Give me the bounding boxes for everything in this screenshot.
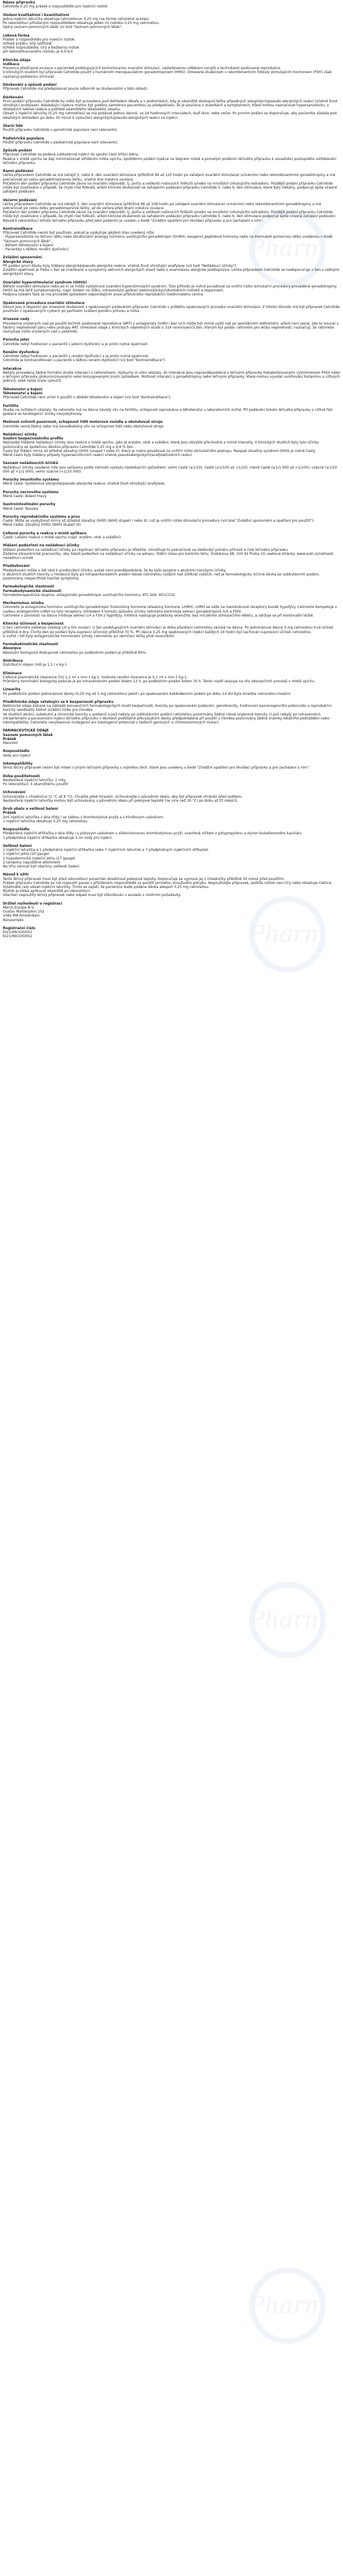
section-paragraph: Časté: Lokální reakce v místě vpichu (např. erytém, otok a svědění) xyxy=(3,535,121,539)
section-heading: Rozpouštědlo xyxy=(3,827,30,832)
section-heading: Seznam nežádoucích účinků xyxy=(3,461,58,466)
section-heading: Těhotenství a kojení xyxy=(3,391,43,395)
doc-section xyxy=(3,437,340,457)
section-paragraph: Prevence předčasné ovulace u pacientek podstupujících kontrolovanou ovariální stimulaci, následovanou odběrem oocytů a technikami asistované reprodukce. V klinických studiích byl přípravek Cetrotide použit s humánním menopauzálním gonadotropinem (HMG). Omezené zkušenosti s rekombinantním folikuly stimulujícím hormonem (FSH) však naznačují podobnou účinnost. xyxy=(3,66,332,79)
section-paragraph: Celková plazmatická clearance činí 1,2 ml x min-1 kg-1, hodnota renální clearance je 0,1 ml x min-1 kg-1. Průměrný terminální biologický poločas je po intravenózním podání kolem 12 h, po podkožním podání kolem 30 h. Tento rozdíl ukazuje na vliv absorpčních procesů v místě vpichu. xyxy=(3,675,316,683)
doc-section xyxy=(3,490,340,498)
doc-section xyxy=(3,737,340,745)
section-paragraph: Mannitol xyxy=(3,741,18,745)
section-paragraph: Voda pro injekci xyxy=(3,753,31,758)
section-paragraph: Hlášení podezření na nežádoucí účinky po registraci léčivého přípravku je důležité. Umožňuje to pokračovat ve sledování poměru přínosů a rizik léčivého přípravku. Žádáme zdravotnické pracovníky, aby hlásili podezření na nežádoucí účinky na adresu: Státní ústav pro kontrolu léčiv, Šrobárova 48, 100 41 Praha 10, webové stránky: www.sukl.cz/nahlasit-nezadouci-ucinek xyxy=(3,547,334,560)
section-paragraph: Neklinické údaje získané na základě konvenčních farmakologických studií bezpečnosti, toxicity po opakovaném podávání, genotoxicity, hodnocení kancerogenního potenciálu a reprodukční toxicity neodhalily žádné zvláštní riziko pro člověka. Ve studiích akutní, subakutní a chronické toxicity u potkanů a psů nebyly po subkutánním podání cetrorelixu pozorovány žádné cílové orgánové toxicity. U psů nebyly po intravenózní, intraarteriální a paravenózní injekci léčivého přípravku v dávkách podstatně převyšujících dávky předpokládané při použití u člověka pozorovány žádné známky lokálního podráždění nebo inkompatibility. Cetrorelix nevykazoval mutagenní ani klastogenní potenciál v testech genových a chromozomových mutací. xyxy=(3,704,332,725)
doc-section xyxy=(3,34,340,54)
doc-section xyxy=(3,646,340,654)
section-heading: Mechanismus účinku xyxy=(3,601,44,606)
section-paragraph: Prášek a rozpouštědlo pro injekční roztok. Vzhled prášku: bílý lyofilizát Vzhled rozpouštědla: čirý a bezbarvý roztok pH rekonstituovaného roztoku je 4,0-6,0 xyxy=(3,37,79,54)
section-paragraph: Cetrotide 0,25 mg prášek a rozpouštědlo pro injekční roztok xyxy=(3,5,108,9)
doc-section xyxy=(3,659,340,667)
section-heading: Poruchy reprodukčního systému a prsu xyxy=(3,514,80,519)
doc-section xyxy=(3,762,340,770)
section-heading: Kontraindikace xyxy=(3,227,33,231)
doc-section xyxy=(3,58,340,62)
doc-section xyxy=(3,338,340,346)
section-heading: Absorpce xyxy=(3,646,22,651)
doc-section xyxy=(3,260,340,277)
doc-section xyxy=(3,531,340,539)
section-paragraph: EU/1/99/100/001 EU/1/99/100/002 xyxy=(3,930,33,939)
section-heading: Opakovaná procedura ovariální stimulace xyxy=(3,301,85,305)
section-heading: Farmakologické vlastnosti xyxy=(3,585,54,589)
section-heading: Zvláštní upozornění xyxy=(3,255,42,260)
doc-section xyxy=(3,589,340,597)
doc-section xyxy=(3,700,340,725)
doc-section xyxy=(3,13,340,30)
watermark-text: Pharm xyxy=(249,1607,326,1633)
doc-section xyxy=(3,774,340,787)
doc-section xyxy=(3,790,340,803)
doc-section xyxy=(3,585,340,589)
section-paragraph: Přípravek Cetrotide se podává subkutánně injekcí do spodní části břišní stěny. Reakce v místě vpichu se dají minimalizovat střídáním místa vpichu, zpožděním podání injekce na stejném místě a pomalým podáním léčivého přípravku k usnadnění postupného vstřebávání léčivého přípravku. xyxy=(3,153,337,165)
section-paragraph: Jedna injekční lahvička obsahuje cetrorelixum 0,25 mg (ve formě cetrorelixi acetas). Po rekonstituci přiloženým rozpouštědlem obsahuje jeden ml roztoku 0,25 mg cetrorelixu. Úplný seznam pomocných látek viz bod "Seznam pomocných látek". xyxy=(3,17,160,30)
section-paragraph: Časté: Může se vyskytnout mírný až středně závažný OHSS (WHO stupeň I nebo II), což je vnitřní riziko stimulační procedury (viz bod "Zvláštní upozornění a opatření pro použití"). Méně časté: Závažný OHSS (WHO stupeň III) xyxy=(3,519,315,527)
doc-section xyxy=(3,671,340,684)
section-paragraph: Méně časté: Nauzea xyxy=(3,506,38,511)
section-paragraph: 1 injekční lahvička a 1 předplněná injekční stříkačka nebo 7 injekčních lahviček a 7 předplněných injekčních stříkaček. 1 injekční jehla (20 gauge) 1 hypodermická injekční jehla (27 gauge) 2 tampony napuštěné alkoholem Na trhu nemusí být všechny velikosti balení. xyxy=(3,848,209,869)
section-heading: Možnost ovlivnit pozornost, schopnost řídit motorová vozidla a obsluhovat stroje xyxy=(3,420,163,425)
section-paragraph: Nebyly provedeny žádné formální studie interakcí s cetrorelixem. Výzkumy in vitro ukázaly, že interakce jsou nepravděpodobné s léčivými přípravky metabolizovanými cytochromem P450 nebo s léčivými přípravky glukuronizovanými nebo konjugovanými jiným způsobem. Možnost interakcí s gonadotropiny nebo léčivými přípravky, které mohou vyvolat uvolňování histaminu u citlivých jedinců, však nelze zcela vyloučit. xyxy=(3,371,340,383)
section-heading: Ranní podávání xyxy=(3,169,34,174)
doc-section xyxy=(3,461,340,474)
doc-section xyxy=(3,317,340,334)
section-paragraph: Použití přípravku Cetrotide u pediatrické populace není relevantní. xyxy=(3,140,119,145)
doc-section xyxy=(3,733,340,737)
section-paragraph: Cetrorelix je antagonista hormonu uvolňujícího gonadotropin (luteinizing hormone releasing hormone, LHRH). LHRH se váže na membránové receptory buněk hypofýzy. Cetrorelix kompetuje s vazbou endogenního LHRH na tyto receptory. Vzhledem k tomuto způsobu účinku cetrorelix kontroluje sekreci gonadotropinů (LH a FSH). Cetrorelix v závislosti na dávce inhibuje sekreci LH a FSH z hypofýzy. Inhibice nastupuje prakticky okamžitě, bez iniciálního stimulačního efektu, a udržuje se při kontinuální léčbě. xyxy=(3,605,337,618)
section-paragraph: Během ovariální stimulace nebo po ní se může vyskytnout ovariální hyperstimulační syndrom. Tuto příhodu je nutné považovat za vnitřní riziko stimulační procedury prováděné gonadotropiny. OHSS se má léčit symptomaticky, např. klidem na lůžku, intravenózní aplikací elektrolytických/koloidních roztoků a heparinem. Podpora luteální fáze se má provádět způsobem odpovídajícím praxi příslušného reprodukční medicínského centra. xyxy=(3,284,337,297)
doc-section xyxy=(3,124,340,132)
section-heading: Fertilita xyxy=(3,403,19,408)
section-heading: Předklinické údaje vztahující se k bezpečnosti přípravku xyxy=(3,699,114,704)
doc-section xyxy=(3,404,340,417)
section-heading: Registrační číslo xyxy=(3,926,35,930)
section-paragraph: Přípravek Cetrotide má předepisovat pouze odborník se zkušenostmi v této oblasti. xyxy=(3,87,148,91)
doc-section xyxy=(3,873,340,897)
section-paragraph: Uchovávejte v chladničce (2 °C až 8 °C). Chraňte před mrazem. Uchovávejte v původním obalu, aby byl přípravek chráněn před světlem. Neotevřené injekční lahvičky mohou být uchovávány v původním obalu při pokojové teplotě (ne více než 30 °C) po dobu až tří měsíců. xyxy=(3,794,243,803)
section-paragraph: Při podání první dávky byly hlášeny alergické/pseudo-alergické reakce, včetně život ohrožující anafylaxe (viz bod "Nežádoucí účinky"). Zvláštní opatrnost je třeba u žen se známkami a symptomy aktivních alergických stavů nebo s anamnézou alergické predispozice. Léčba přípravkem Cetrotide se nedoporučuje u žen s vážnými alergickými stavy. xyxy=(3,263,340,277)
doc-section xyxy=(3,387,340,391)
section-heading: Gastrointestinální poruchy xyxy=(3,502,55,507)
section-heading: Eliminace xyxy=(3,671,22,675)
section-heading: FARMACEUTICKÉ ÚDAJE xyxy=(3,729,49,733)
section-paragraph: Po podkožním podání jednorázové dávky (0,25 mg až 3 mg cetrorelixu) jakož i po opakovaném každodenním podání po dobu 14 dní byla kinetika cetrorelixu lineární. xyxy=(3,691,292,696)
section-heading: Prášek xyxy=(3,811,17,815)
section-paragraph: Distribuční objem (Vd) je 1,1 l x kg-1 xyxy=(3,663,67,667)
section-paragraph: Předplněná injekční stříkačka z skla třídy I s pístovým uzávěrem s silikonizovanou brombutylovou pryží, uzavřená víčkem z polypropylenu a styren-butadienového kaučuku. 1 předplněná injekční stříkačka obsahuje 1 ml vody pro injekci. xyxy=(3,831,302,840)
section-heading: Doba použitelnosti xyxy=(3,774,40,778)
section-paragraph: Méně časté: Systémové alergické/pseudo-alergické reakce, včetně život ohrožující anafylaxe. xyxy=(3,482,166,486)
section-paragraph: Merck Europe B.V. Gustav Mahlerplein 102 1082 MA Amsterdam Nizozemsko xyxy=(3,905,45,922)
doc-section xyxy=(3,601,340,618)
section-heading: Návod k užití xyxy=(3,873,29,877)
section-paragraph: Farmakoterapeutická skupina: antagonisté gonadotropin uvolňujícího hormonu, ATC kód: H01CC02. xyxy=(3,593,176,597)
section-paragraph: Předávkování může u lidí vést k prodloužení účinku, avšak není pravděpodobné, že by bylo spojeno s akutními toxickými účinky. V akutních studiích toxicity u hlodavců byly po intraperitoneálním podání dávek cetrorelixu vyšších než 200krát vyšších, než je farmakologicky účinná dávka po subkutánním podání, pozorovány nespecifické toxické symptomy. xyxy=(3,568,320,581)
doc-section xyxy=(3,420,340,428)
watermark-text: Pharm xyxy=(249,2293,326,2319)
doc-section xyxy=(3,642,340,646)
section-heading: Distribuce xyxy=(3,658,23,663)
doc-section xyxy=(3,729,340,733)
section-heading: Prášek xyxy=(3,737,17,741)
section-heading: Linearita xyxy=(3,687,21,692)
doc-section xyxy=(3,227,340,251)
doc-section xyxy=(3,844,340,869)
doc-section xyxy=(3,543,340,560)
section-heading: Klinická účinnost a bezpečnost xyxy=(3,622,64,626)
doc-section xyxy=(3,926,340,939)
section-heading: Farmakokinetické vlastnosti xyxy=(3,642,58,647)
doc-section xyxy=(3,198,340,223)
section-heading: Dávkování a způsob podání xyxy=(3,83,57,87)
section-heading: Inkompatibility xyxy=(3,761,33,766)
doc-section xyxy=(3,811,340,823)
doc-section xyxy=(3,137,340,145)
section-heading: Dávkování xyxy=(3,95,23,99)
doc-section xyxy=(3,95,340,120)
section-heading: Název přípravku xyxy=(3,1,35,5)
product-information-page xyxy=(0,0,343,939)
section-heading: Předávkování xyxy=(3,564,30,569)
section-paragraph: Studie na zvířatech ukázaly, že cetrorelix má na dávce závislý vliv na fertilitu, schopnost reprodukce a těhotenství u laboratorních zvířat. Při podávání tohoto léčivého přípravku v citlivé fázi gestace se teratogenní účinky nevyskytovaly. xyxy=(3,407,333,416)
section-heading: Vrozené vady xyxy=(3,317,30,322)
section-paragraph: U žen cetrorelix oddaluje vzestup LH a tím ovulaci. U žen podstupujících ovariální stimulaci je doba působení cetrorelixu závislá na dávce. Po jednorázové dávce 3 mg cetrorelixu trvá účinek přibližně 4 dny. Čtvrtý den po podání byla supresní účinnost přibližně 70 %. Při dávce 0,25 mg opakovaných injekcí každých 24 hodin byl zachován supresivní účinek cetrorelixu. U zvířat i lidí byly antagonistické hormonální účinky cetrorelixu po ukončení léčby plně reverzibilní. xyxy=(3,626,334,638)
section-heading: Starší lidé xyxy=(3,124,23,128)
section-paragraph: Dosud jsou k dispozici jen omezené zkušenosti s opakovaným podáváním přípravku Cetrotide v průběhu opakovaných procedur ovariální stimulace. Z tohoto důvodu má být přípravek Cetrotide používán v opakovaných cyklech po pečlivém zvážení poměru přínosu a rizika. xyxy=(3,305,340,314)
section-heading: Seznam pomocných látek xyxy=(3,733,53,737)
section-paragraph: Nežádoucí účinky uvedené níže jsou seřazeny podle četnosti výskytu následujícím způsobem: velmi časté (≥1/10), časté (≥1/100 až <1/10), méně časté (≥1/1 000 až <1/100), vzácné (≥1/10 000 až <1/1 000), velmi vzácné (<1/10 000). xyxy=(3,465,337,474)
section-heading: Porucha jater xyxy=(3,338,30,342)
doc-section xyxy=(3,350,340,363)
doc-section xyxy=(3,301,340,314)
section-paragraph: 2ml injekční lahvička z skla třídy I se zátkou z brombutylové pryže a s hliníkovým uzávěrem. 1 injekční lahvička obsahuje 0,25 mg cetrorelixu. xyxy=(3,815,165,823)
section-heading: Léková forma xyxy=(3,33,30,38)
doc-section xyxy=(3,502,340,510)
section-heading: Celkové poruchy a reakce v místě aplikace xyxy=(3,531,87,535)
section-paragraph: Cetrotide nemá žádný nebo má zanedbatelný vliv na schopnost řídit nebo obsluhovat stroje. xyxy=(3,424,165,429)
section-heading: Druh obalu a velikost balení xyxy=(3,807,58,811)
section-heading: Souhrn bezpečnostního profilu xyxy=(3,437,63,441)
doc-section xyxy=(3,622,340,638)
section-heading: Klinické údaje xyxy=(3,58,31,62)
doc-section xyxy=(3,1,340,9)
section-paragraph: Použití přípravku Cetrotide u geriatrické populace není relevantní. xyxy=(3,128,118,133)
section-paragraph: První podání přípravku Cetrotide by mělo být provedeno pod dohledem lékaře a v podmínkách, kdy je okamžitě dostupná léčba případných alergických/pseudo-alergických reakcí (včetně život ohrožující anafylaxe). Následující injekce mohou být podány samotnou pacientkou za předpokladu, že je poučena o známkách a symptomech, které mohou naznačovat hypersenzitivitu, o důsledcích takové reakce a potřebě okamžitého lékařského zásahu. Obsah 1 injekční lahvičky (0,25 mg cetrorelixu) se má podávat jednou denně, ve 24 hodinových intervalech, buď ráno, nebo večer. Po prvním podání se doporučuje, aby pacientka zůstala pod lékařským dohledem po dobu 30 minut k vyloučení alergických/pseudo-alergických reakcí na injekci. xyxy=(3,99,338,120)
section-heading: Alergické stavy xyxy=(3,259,33,264)
doc-section xyxy=(3,62,340,79)
watermark-text: Pharm xyxy=(249,921,326,947)
doc-section xyxy=(3,149,340,165)
section-heading: Farmakodynamické vlastnosti xyxy=(3,589,62,593)
section-paragraph: Neotevřené injekční lahvičky: 2 roky Po rekonstituci: k okamžitému použití xyxy=(3,778,69,786)
section-heading: Způsob podání xyxy=(3,149,32,153)
section-heading: Pediatrická populace xyxy=(3,136,45,141)
section-paragraph: Prevalence vrozených vad po použití technik asistované reprodukce (ART) s antagonisty GnRH i bez nich může být mírně vyšší než po spontánním otěhotnění, ačkoli není jasné, zda to souvisí s faktory neplodnosti páru nebo postupy ART. Omezené údaje z klinických následných studií u 316 novorozenců žen, kterým byl podán cetrorelix pro léčbu neplodnosti, naznačují, že cetrorelix nezvyšuje riziko vrozených vad u potomků. xyxy=(3,321,339,334)
doc-section xyxy=(3,749,340,757)
section-heading: Nežádoucí účinky xyxy=(3,432,38,437)
doc-section xyxy=(3,515,340,527)
section-paragraph: Přípravek Cetrotide není určen k použití v období těhotenství a kojení (viz bod "Kontraindikace"). xyxy=(3,395,172,400)
section-paragraph: Cetrotide nebyl hodnocen u pacientů s jaterní dysfunkcí a je proto nutná opatrnost. xyxy=(3,342,149,346)
doc-section xyxy=(3,807,340,811)
doc-section xyxy=(3,902,340,922)
doc-section xyxy=(3,564,340,581)
section-heading: Rozpouštědlo xyxy=(3,749,30,754)
doc-section xyxy=(3,281,340,297)
section-heading: Poruchy nervového systému xyxy=(3,490,59,494)
section-heading: Hlášení podezření na nežádoucí účinky xyxy=(3,543,79,548)
section-heading: Renální dysfunkce xyxy=(3,350,39,354)
watermark-text: Pharm xyxy=(249,235,326,262)
section-heading: Ovariální hyperstimulační syndrom (OHSS) xyxy=(3,280,87,285)
section-heading: Držitel rozhodnutí o registraci xyxy=(3,901,62,906)
doc-section xyxy=(3,169,340,194)
doc-section xyxy=(3,367,340,383)
section-paragraph: Méně časté: Bolest hlavy xyxy=(3,494,47,498)
section-heading: Indikace xyxy=(3,62,19,66)
section-heading: Těhotenství a kojení xyxy=(3,387,43,391)
section-heading: Velikost balení xyxy=(3,843,32,848)
pharmacy-logo-watermark xyxy=(245,2263,330,2349)
section-heading: Večerní podávání xyxy=(3,198,37,202)
section-heading: Poruchy imunitního systému xyxy=(3,478,59,482)
section-paragraph: Tento léčivý přípravek musí být před rekonstitucí ponechán dosáhnout pokojové teploty. Doporučuje se vyjmout jej z chladničky přibližně 30 minut před použitím. Prášek přípravku Cetrotide se má rozpustit pouze v přiloženém rozpouštědle za použití jemného, krouživého pohybu. Nepoužívejte přípravek, jestliže roztok není čirý nebo obsahuje částice. Vytáhněte celý obsah injekční lahvičky. Tímto se zajistí, že pacientce bude podána dávka alespoň 0,25 mg cetrorelixu. Roztok je třeba aplikovat okamžitě po rekonstituci. Všechen nepoužitý léčivý přípravek nebo odpad musí být zlikvidován v souladu s místními požadavky. xyxy=(3,877,333,898)
section-heading: Uchovávání xyxy=(3,790,26,795)
doc-section xyxy=(3,83,340,91)
section-heading: Složení kvalitativní i kvantitativní xyxy=(3,13,69,17)
section-heading: Interakce xyxy=(3,366,22,371)
doc-section xyxy=(3,827,340,840)
doc-section xyxy=(3,478,340,486)
section-paragraph: Tento léčivý přípravek nesmí být mísen s jinými léčivými přípravky s výjimkou těch, které jsou uvedeny v bodě "Zvláštní opatření pro likvidaci přípravku a pro zacházení s ním". xyxy=(3,766,310,770)
pharmacy-logo-watermark xyxy=(245,1577,330,1663)
doc-section xyxy=(3,391,340,399)
section-paragraph: Absolutní biologická dostupnost cetrorelixu po podkožním podání je přibližně 85%. xyxy=(3,650,147,655)
section-paragraph: Cetrotide nebyl hodnocen u pacientů s renální dysfunkcí a je proto nutná opatrnost. Cetrotide je kontraindikován u pacientů s těžkou renální dysfunkcí (viz bod "Kontraindikace"). xyxy=(3,354,166,363)
doc-section xyxy=(3,687,340,695)
section-paragraph: Léčba přípravkem Cetrotide se má zahájit 5. nebo 6. den ovariální stimulace (přibližně 96 až 120 hodin po zahájení ovariální stimulace) urinárními nebo rekombinantními gonadotropiny a má pokračovat po celou gonadotropinovou léčbu, včetně dne indukce ovulace. Počáteční den podání přípravku Cetrotide závisí na ovariální odpovědi, tj. počtu a velikosti rostoucích folikulů a/nebo na množství cirkulujícího estradiolu. Pozdější podání přípravku Cetrotide může být zvažováno v případě, že chybí růst folikulů, ačkoli klinické zkušenosti se zahájením podávání přípravku Cetrotide 5. nebo 6. den stimulace, které byly získány, podporují spíše včasné zahájení podávání. xyxy=(3,173,337,194)
doc-section xyxy=(3,255,340,259)
section-paragraph: Přípravek Cetrotide nesmí být používán, pokud je vyskytuje jakýkoli stav uvedený níže: - Hypersenzitivita na léčivou látku nebo strukturální analogy hormonu uvolňujícího gonadotropin (GnRH), exogenní peptidové hormony nebo na kteroukoli pomocnou látku uvedenou v bodě "Seznam pomocných látek". - Během těhotenství a kojení. - Pacientky s těžkou renální dysfunkcí. xyxy=(3,231,333,252)
section-paragraph: Léčba přípravkem Cetrotide se má zahájit 5. den ovariální stimulace (přibližně 96 až 108 hodin po zahájení ovariální stimulace) urinárními nebo rekombinantními gonadotropiny a má pokračovat po celou dobu gonadotropinové léčby, až do večera před dnem indukce ovulace. Počáteční den podání přípravku Cetrotide závisí na ovariální odpovědi, tj. počtu a velikosti rostoucích folikulů a/nebo na množství cirkulujícího estradiolu. Pozdější podání přípravku Cetrotide může být zvažováno v případě, že chybí růst folikulů, ačkoli klinické zkušenosti se zahájením podávání přípravku Cetrotide 5. nebo 6. den stimulace podporují spíše včasné zahájení podávání. Návod k rekonstituci tohoto léčivého přípravku před jeho podáním je uveden v bodě "Zvláštní opatření pro likvidaci přípravku a pro zacházení s ním". xyxy=(3,202,337,223)
section-paragraph: Nejčastěji hlášené nežádoucí účinky jsou reakce v místě vpichu, jako je erytém, otok a svědění, které jsou obvykle přechodné a mírné intenzity. V klinických studiích byly tyto účinky pozorovány se společnou dávkou přípravku Cetrotide 0,25 mg u 9,4 % žen. Často byl hlášen mírný až středně závažný OHSS (stupeň I nebo II), který je nutno považovat za vnitřní riziko stimulačního postupu. Naopak závažný syndrom OHSS je méně častý. Méně často byly hlášeny případy hypersenzitivních reakcí včetně pseudoalergických/anafylaktoidních reakcí. xyxy=(3,441,319,457)
